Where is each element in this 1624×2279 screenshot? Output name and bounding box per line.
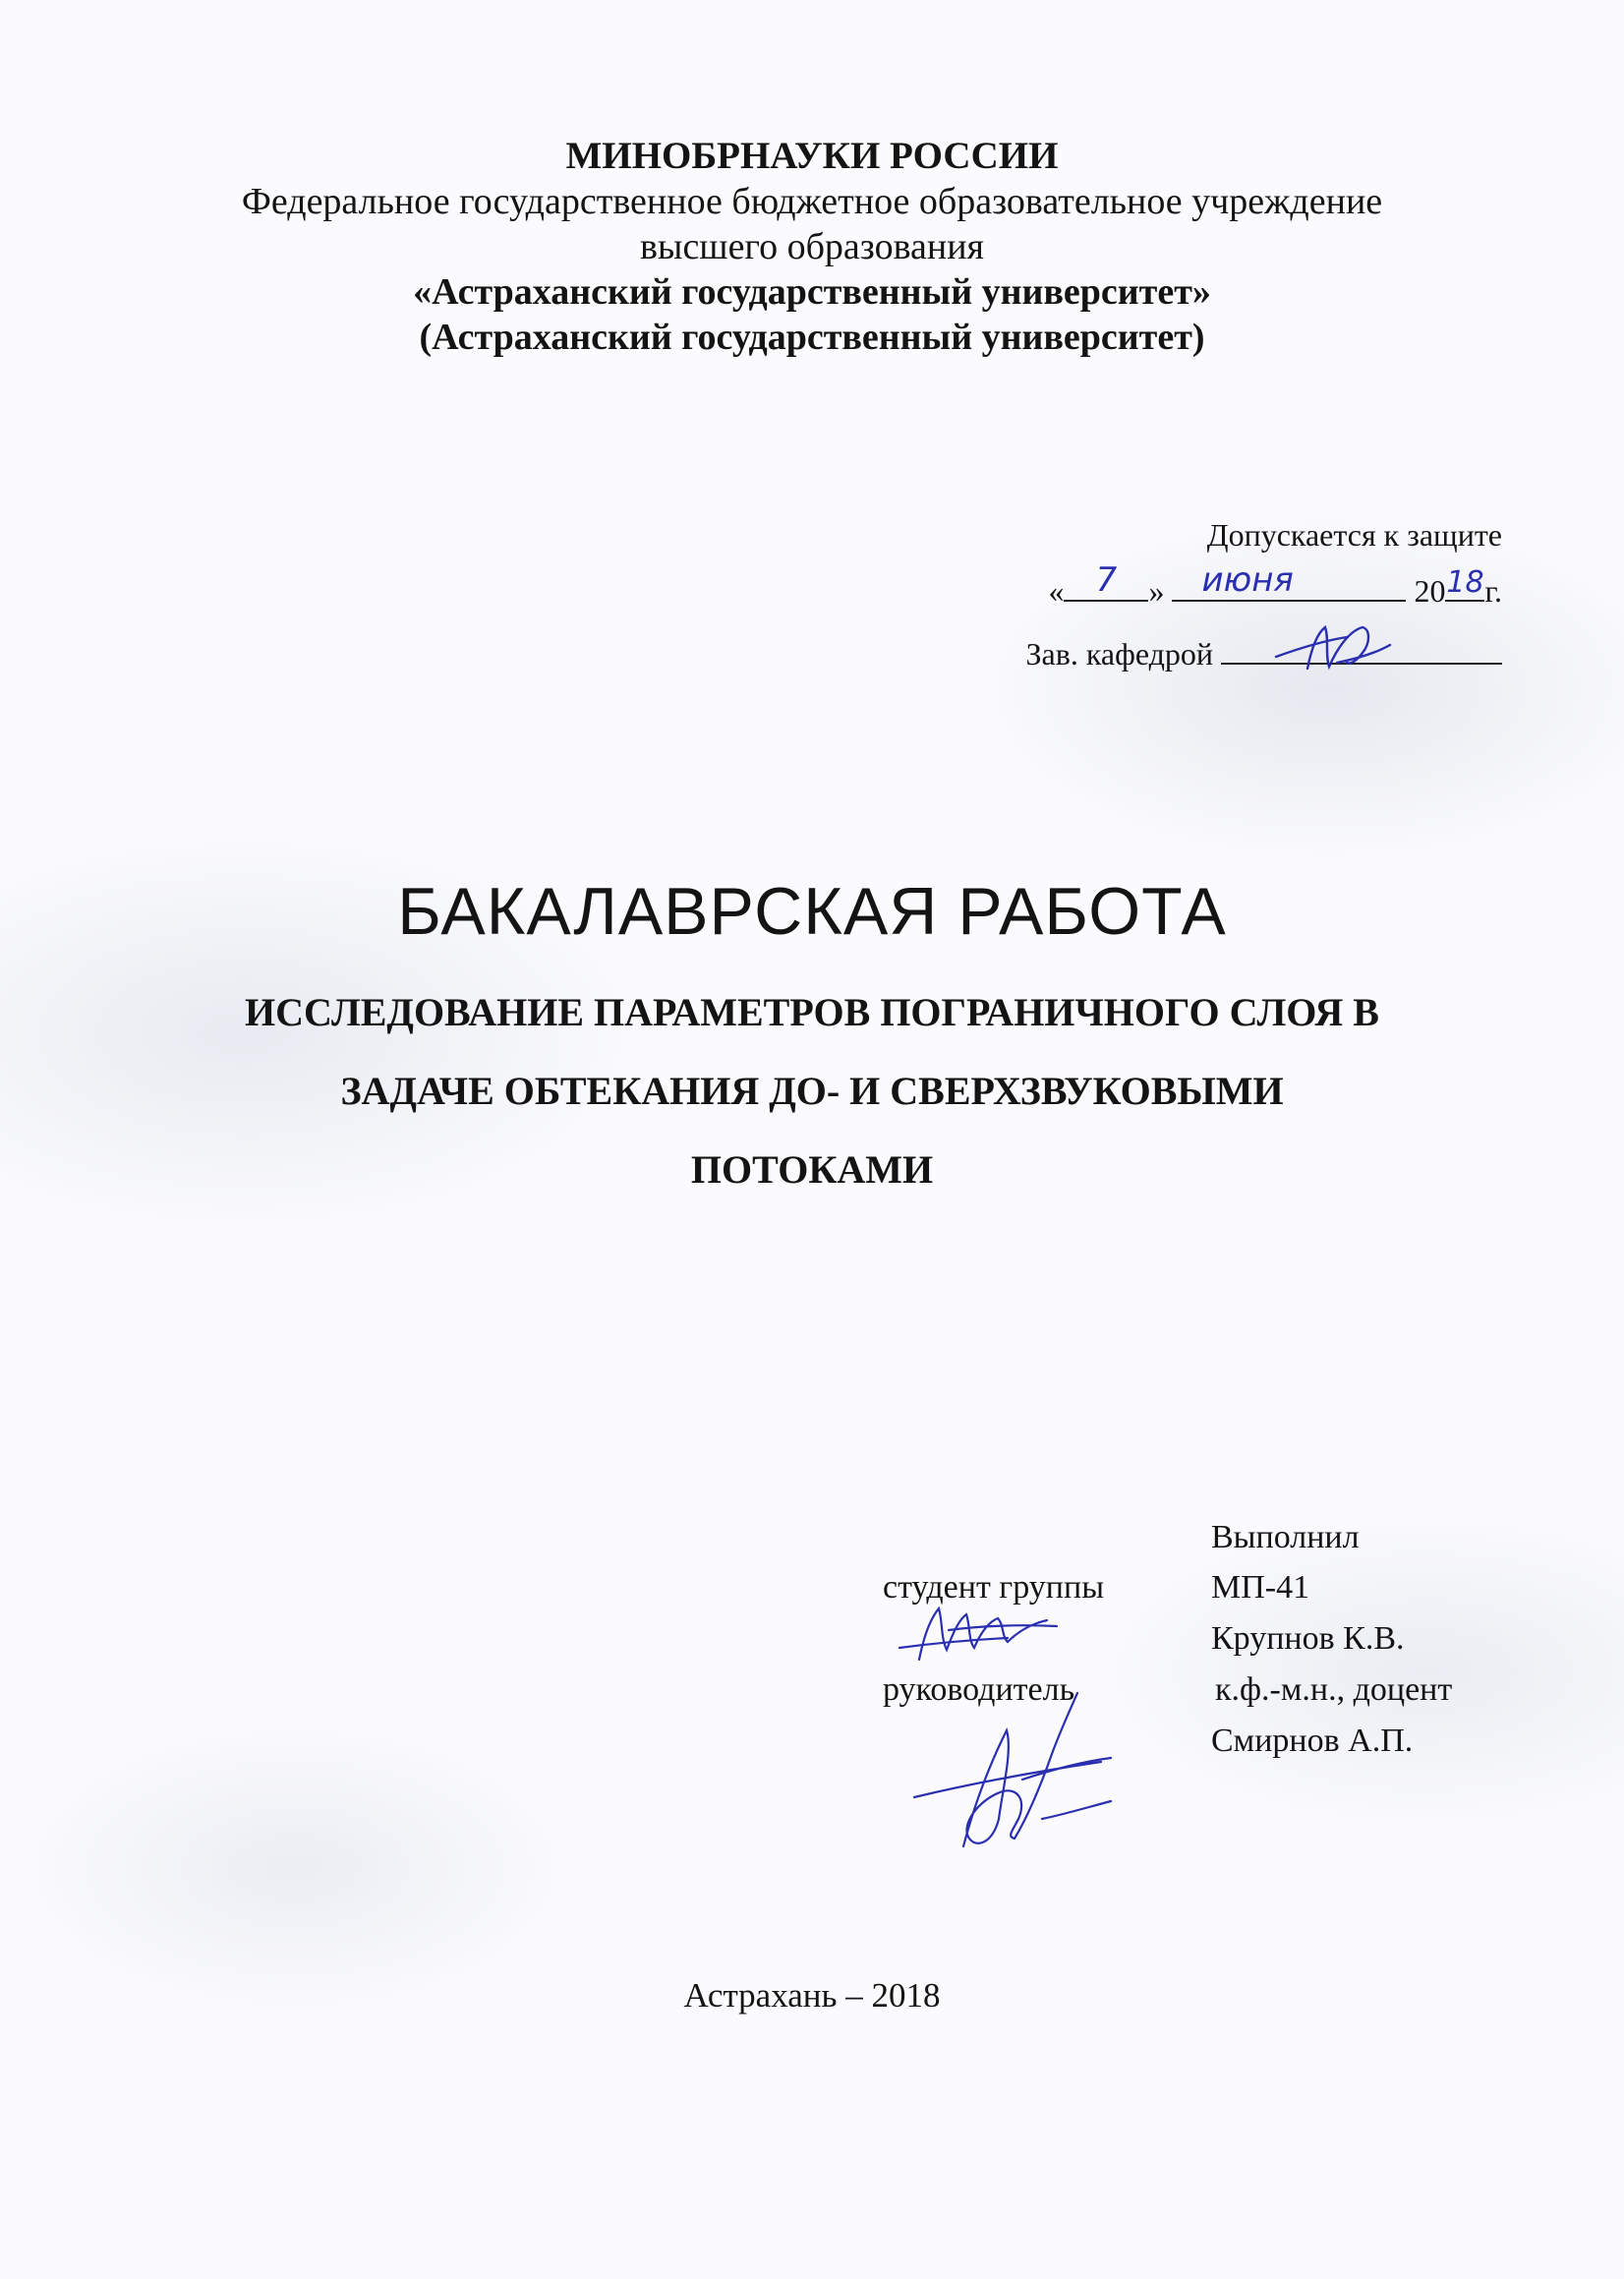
head-of-department-line <box>1025 633 1502 672</box>
admission-title: Допускается к защите <box>1206 517 1502 553</box>
head-of-department-label: Зав. кафедрой <box>1025 636 1213 672</box>
day-blank <box>1064 560 1148 602</box>
date-close-quote: » <box>1148 573 1165 609</box>
admission-date <box>1048 560 1502 610</box>
year-blank <box>1445 565 1484 602</box>
place-and-year: Астрахань – 2018 <box>683 1976 941 2015</box>
performed-label: Выполнил <box>1211 1519 1360 1555</box>
student-group: МП-41 <box>1211 1569 1310 1606</box>
advisor-signature <box>904 1671 1131 1858</box>
date-open-quote: « <box>1048 573 1065 609</box>
student-role: студент группы <box>883 1569 1105 1606</box>
university-short-name: (Астраханский государственный университет) <box>419 317 1205 358</box>
university-name: «Астраханский государственный университет» <box>413 271 1211 313</box>
advisor-name: Смирнов А.П. <box>1211 1723 1414 1759</box>
student-name: Крупнов К.В. <box>1211 1620 1405 1657</box>
organization-line-2: высшего образования <box>639 226 985 267</box>
ministry-name: МИНОБРНАУКИ РОССИИ <box>565 135 1059 177</box>
handwritten-year: 18 <box>1446 565 1484 600</box>
year-prefix: 20 <box>1414 573 1446 609</box>
work-type: БАКАЛАВРСКАЯ РАБОТА <box>397 874 1227 949</box>
topic-line-3: ПОТОКАМИ <box>690 1147 934 1192</box>
head-signature <box>1268 619 1396 678</box>
handwritten-month: июня <box>1201 560 1294 600</box>
advisor-degree: к.ф.-м.н., доцент <box>1215 1671 1453 1708</box>
handwritten-day: 7 <box>1095 560 1118 600</box>
student-signature <box>890 1591 1067 1669</box>
organization-line-1: Федеральное государственное бюджетное образовательное учреждение <box>241 181 1383 222</box>
topic-line-1: ИССЛЕДОВАНИЕ ПАРАМЕТРОВ ПОГРАНИЧНОГО СЛОЯ В <box>245 990 1379 1034</box>
advisor-role: руководитель <box>883 1671 1075 1708</box>
topic-line-2: ЗАДАЧЕ ОБТЕКАНИЯ ДО- И СВЕРХЗВУКОВЫМИ <box>340 1069 1284 1113</box>
month-blank <box>1172 560 1406 602</box>
year-end: г. <box>1484 573 1502 609</box>
